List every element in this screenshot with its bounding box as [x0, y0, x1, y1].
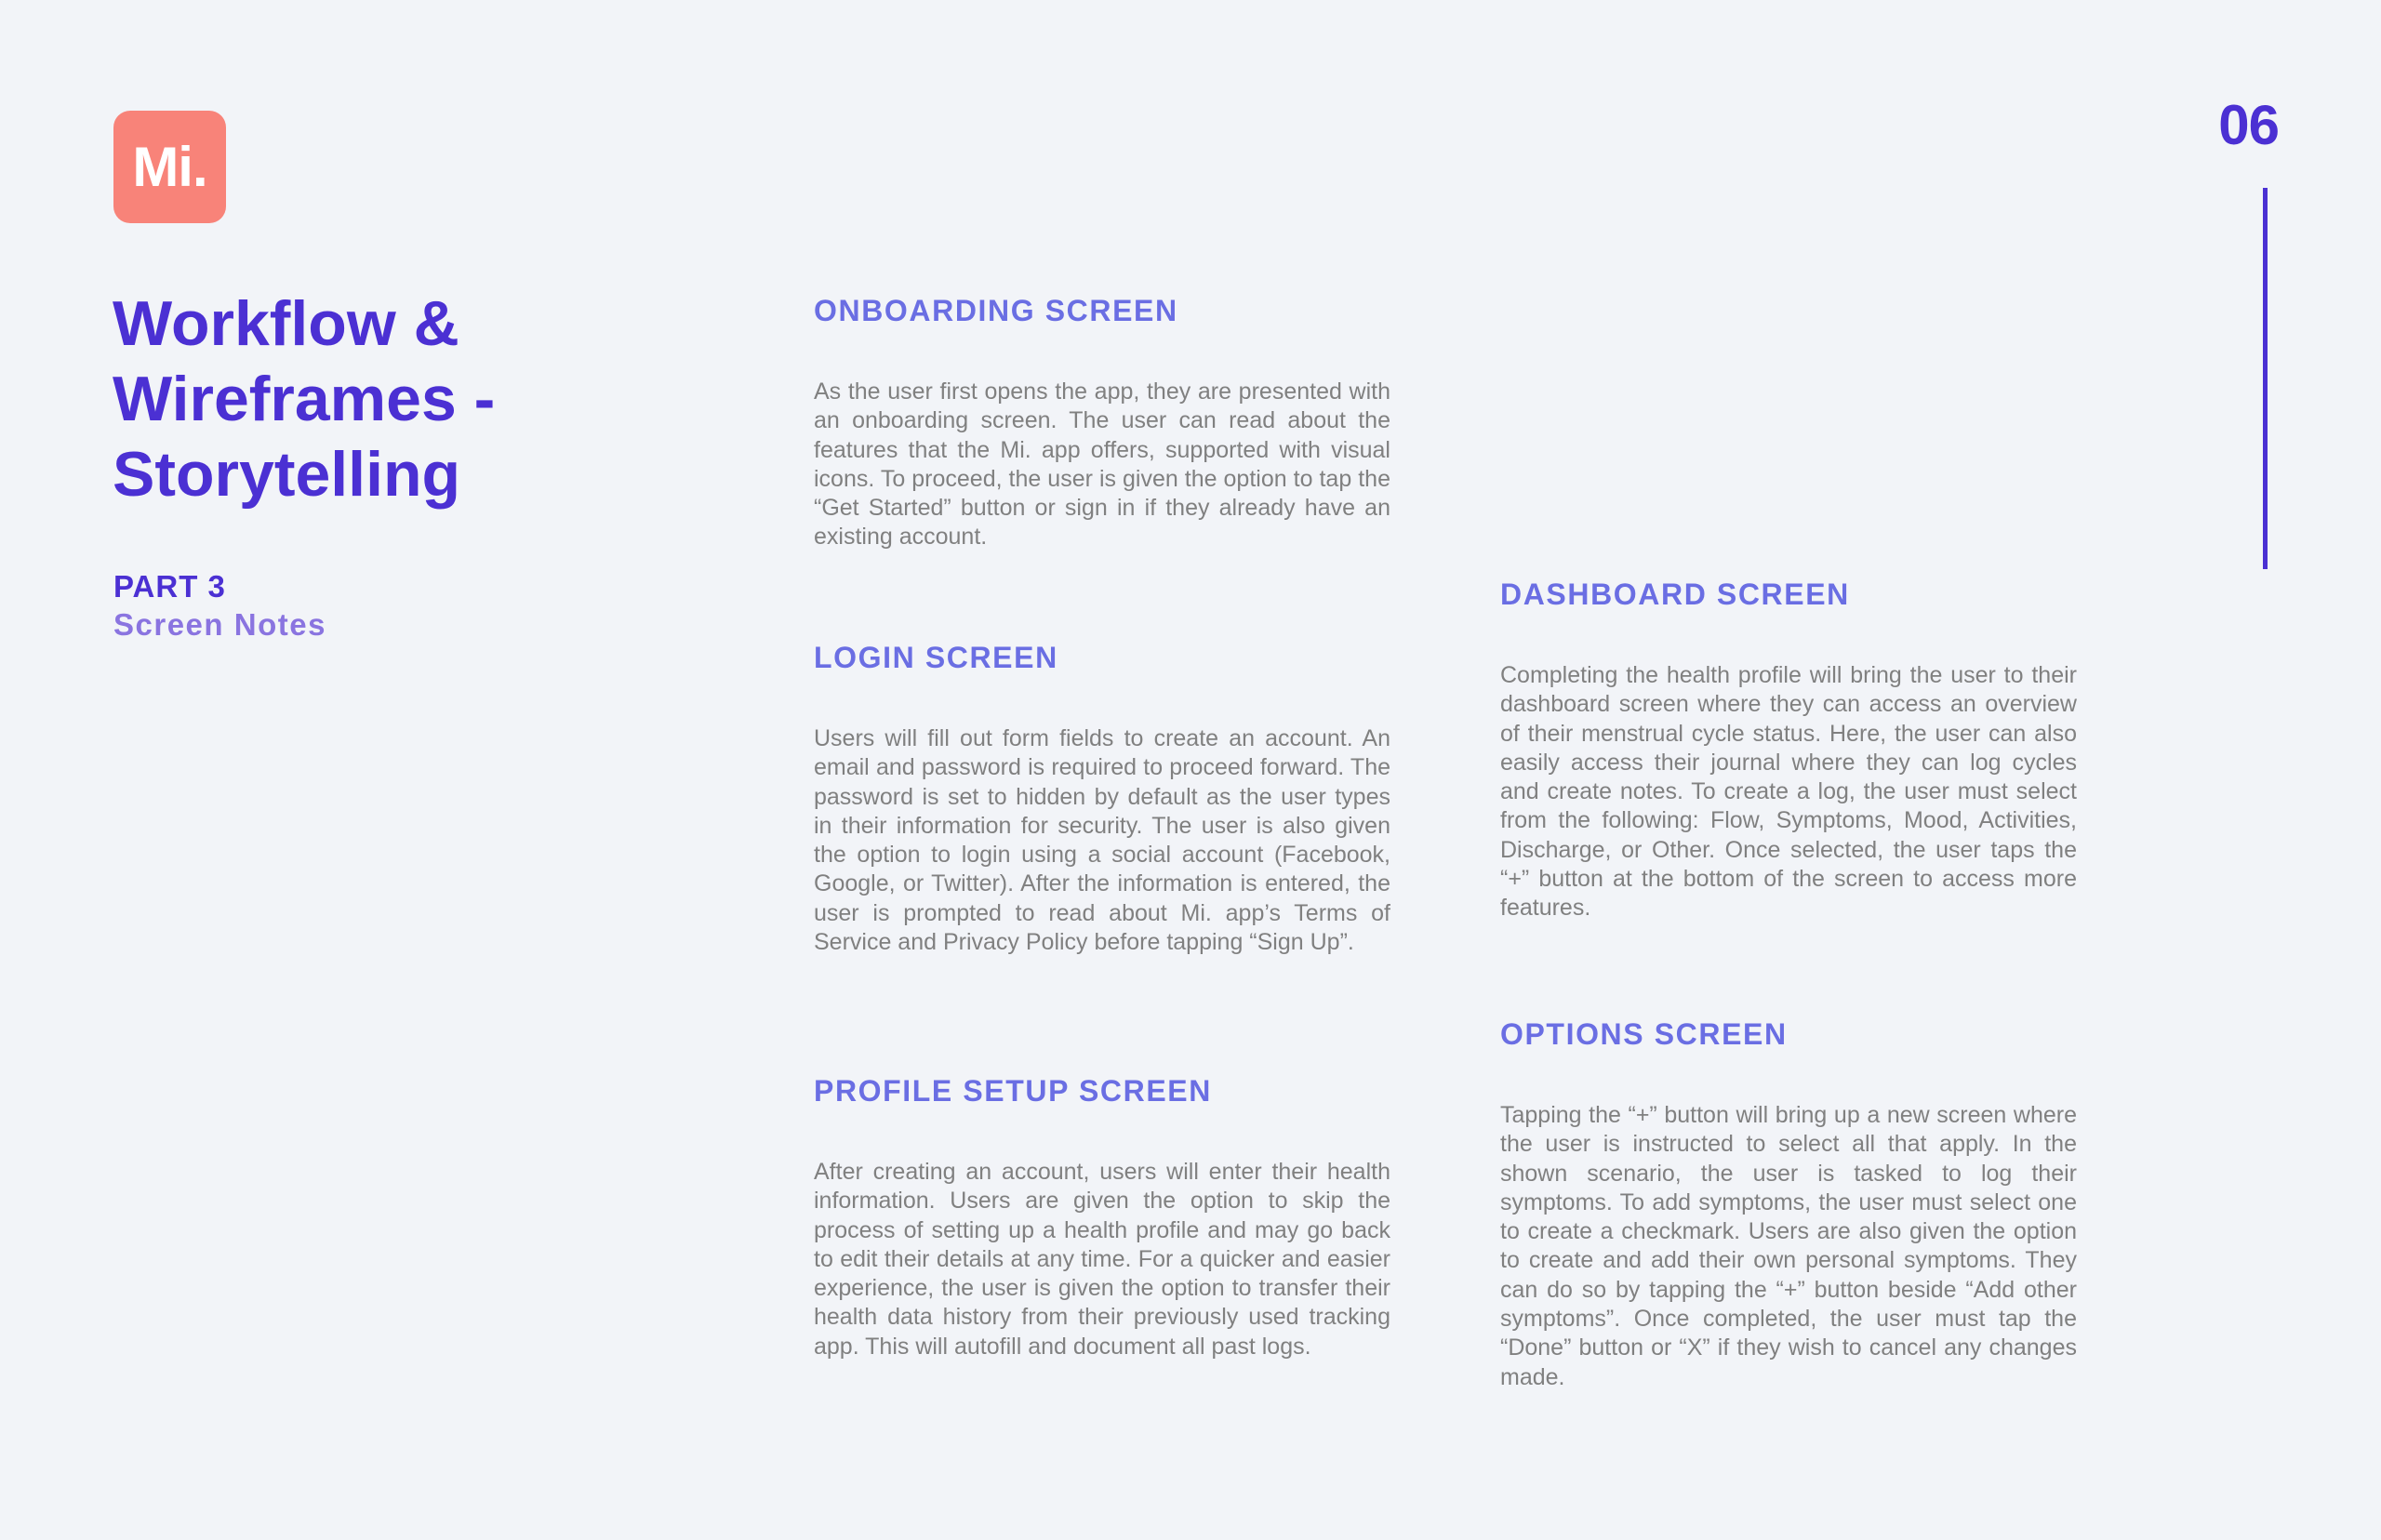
section-heading: DASHBOARD SCREEN — [1500, 578, 1850, 611]
part-subtitle: Screen Notes — [113, 607, 326, 642]
section-body: Users will fill out form fields to create an account. An email and password is required to proceed forward. The password is set to hidden by default as the user types in their information for security. The user is also given the option to login using a social account (Facebook, Google, or Twitter). After the information is entered, the user is prompted to read about Mi. app’s Terms of Service and Privacy Policy before tapping “Sign Up”. — [814, 725, 1390, 956]
part-label: PART 3 — [113, 569, 226, 604]
section-heading: ONBOARDING SCREEN — [814, 294, 1178, 327]
section-options-screen — [1500, 1019, 2077, 1392]
section-body: Completing the health profile will bring the user to their dashboard screen where they can access an overview of their menstrual cycle status. Here, the user can also easily access their journal where they can log cycles and create notes. To create a log, the user must select from the following: Flow, Symptoms, Mood, Activities, Discharge, or Other. Once selected, the user taps the “+” button at the bottom of the screen to access more features. — [1500, 662, 2077, 922]
logo-text: Mi. — [132, 136, 207, 198]
section-body: As the user first opens the app, they are presented with an onboarding screen. The user can read about the features that the Mi. app offers, supported with visual icons. To proceed, the user is given the option to tap the “Get Started” button or sign in if they already have an existing account. — [814, 378, 1390, 551]
section-login-screen — [814, 643, 1390, 957]
page-title: Workflow & Wireframes - Storytelling — [113, 288, 496, 510]
section-body: Tapping the “+” button will bring up a new screen where the user is instructed to select all that apply. In the shown scenario, the user is tasked to log their symptoms. To add symptoms, the user must select one to create a checkmark. Users are also given the option to create and add their own personal symptoms. They can do so by tapping the “+” button beside “Add other symptoms”. Once completed, the user must tap the “Done” button or “X” if they wish to cancel any changes made. — [1500, 1102, 2077, 1390]
mi-logo — [113, 111, 226, 223]
page-number: 06 — [2218, 94, 2279, 156]
section-heading: PROFILE SETUP SCREEN — [814, 1074, 1212, 1108]
section-onboarding-screen — [814, 296, 1390, 552]
section-heading: LOGIN SCREEN — [814, 641, 1058, 674]
section-heading: OPTIONS SCREEN — [1500, 1017, 1788, 1051]
section-body: After creating an account, users will enter their health information. Users are given the option to skip the process of setting up a health profile and may go back to edit their details at any time. For a quicker and easier experience, the user is given the option to transfer their health data history from their previously used tracking app. This will autofill and document all past logs. — [814, 1159, 1390, 1360]
section-dashboard-screen — [1500, 579, 2077, 923]
section-profile-setup-screen — [814, 1076, 1390, 1361]
accent-divider-line — [2263, 188, 2268, 569]
